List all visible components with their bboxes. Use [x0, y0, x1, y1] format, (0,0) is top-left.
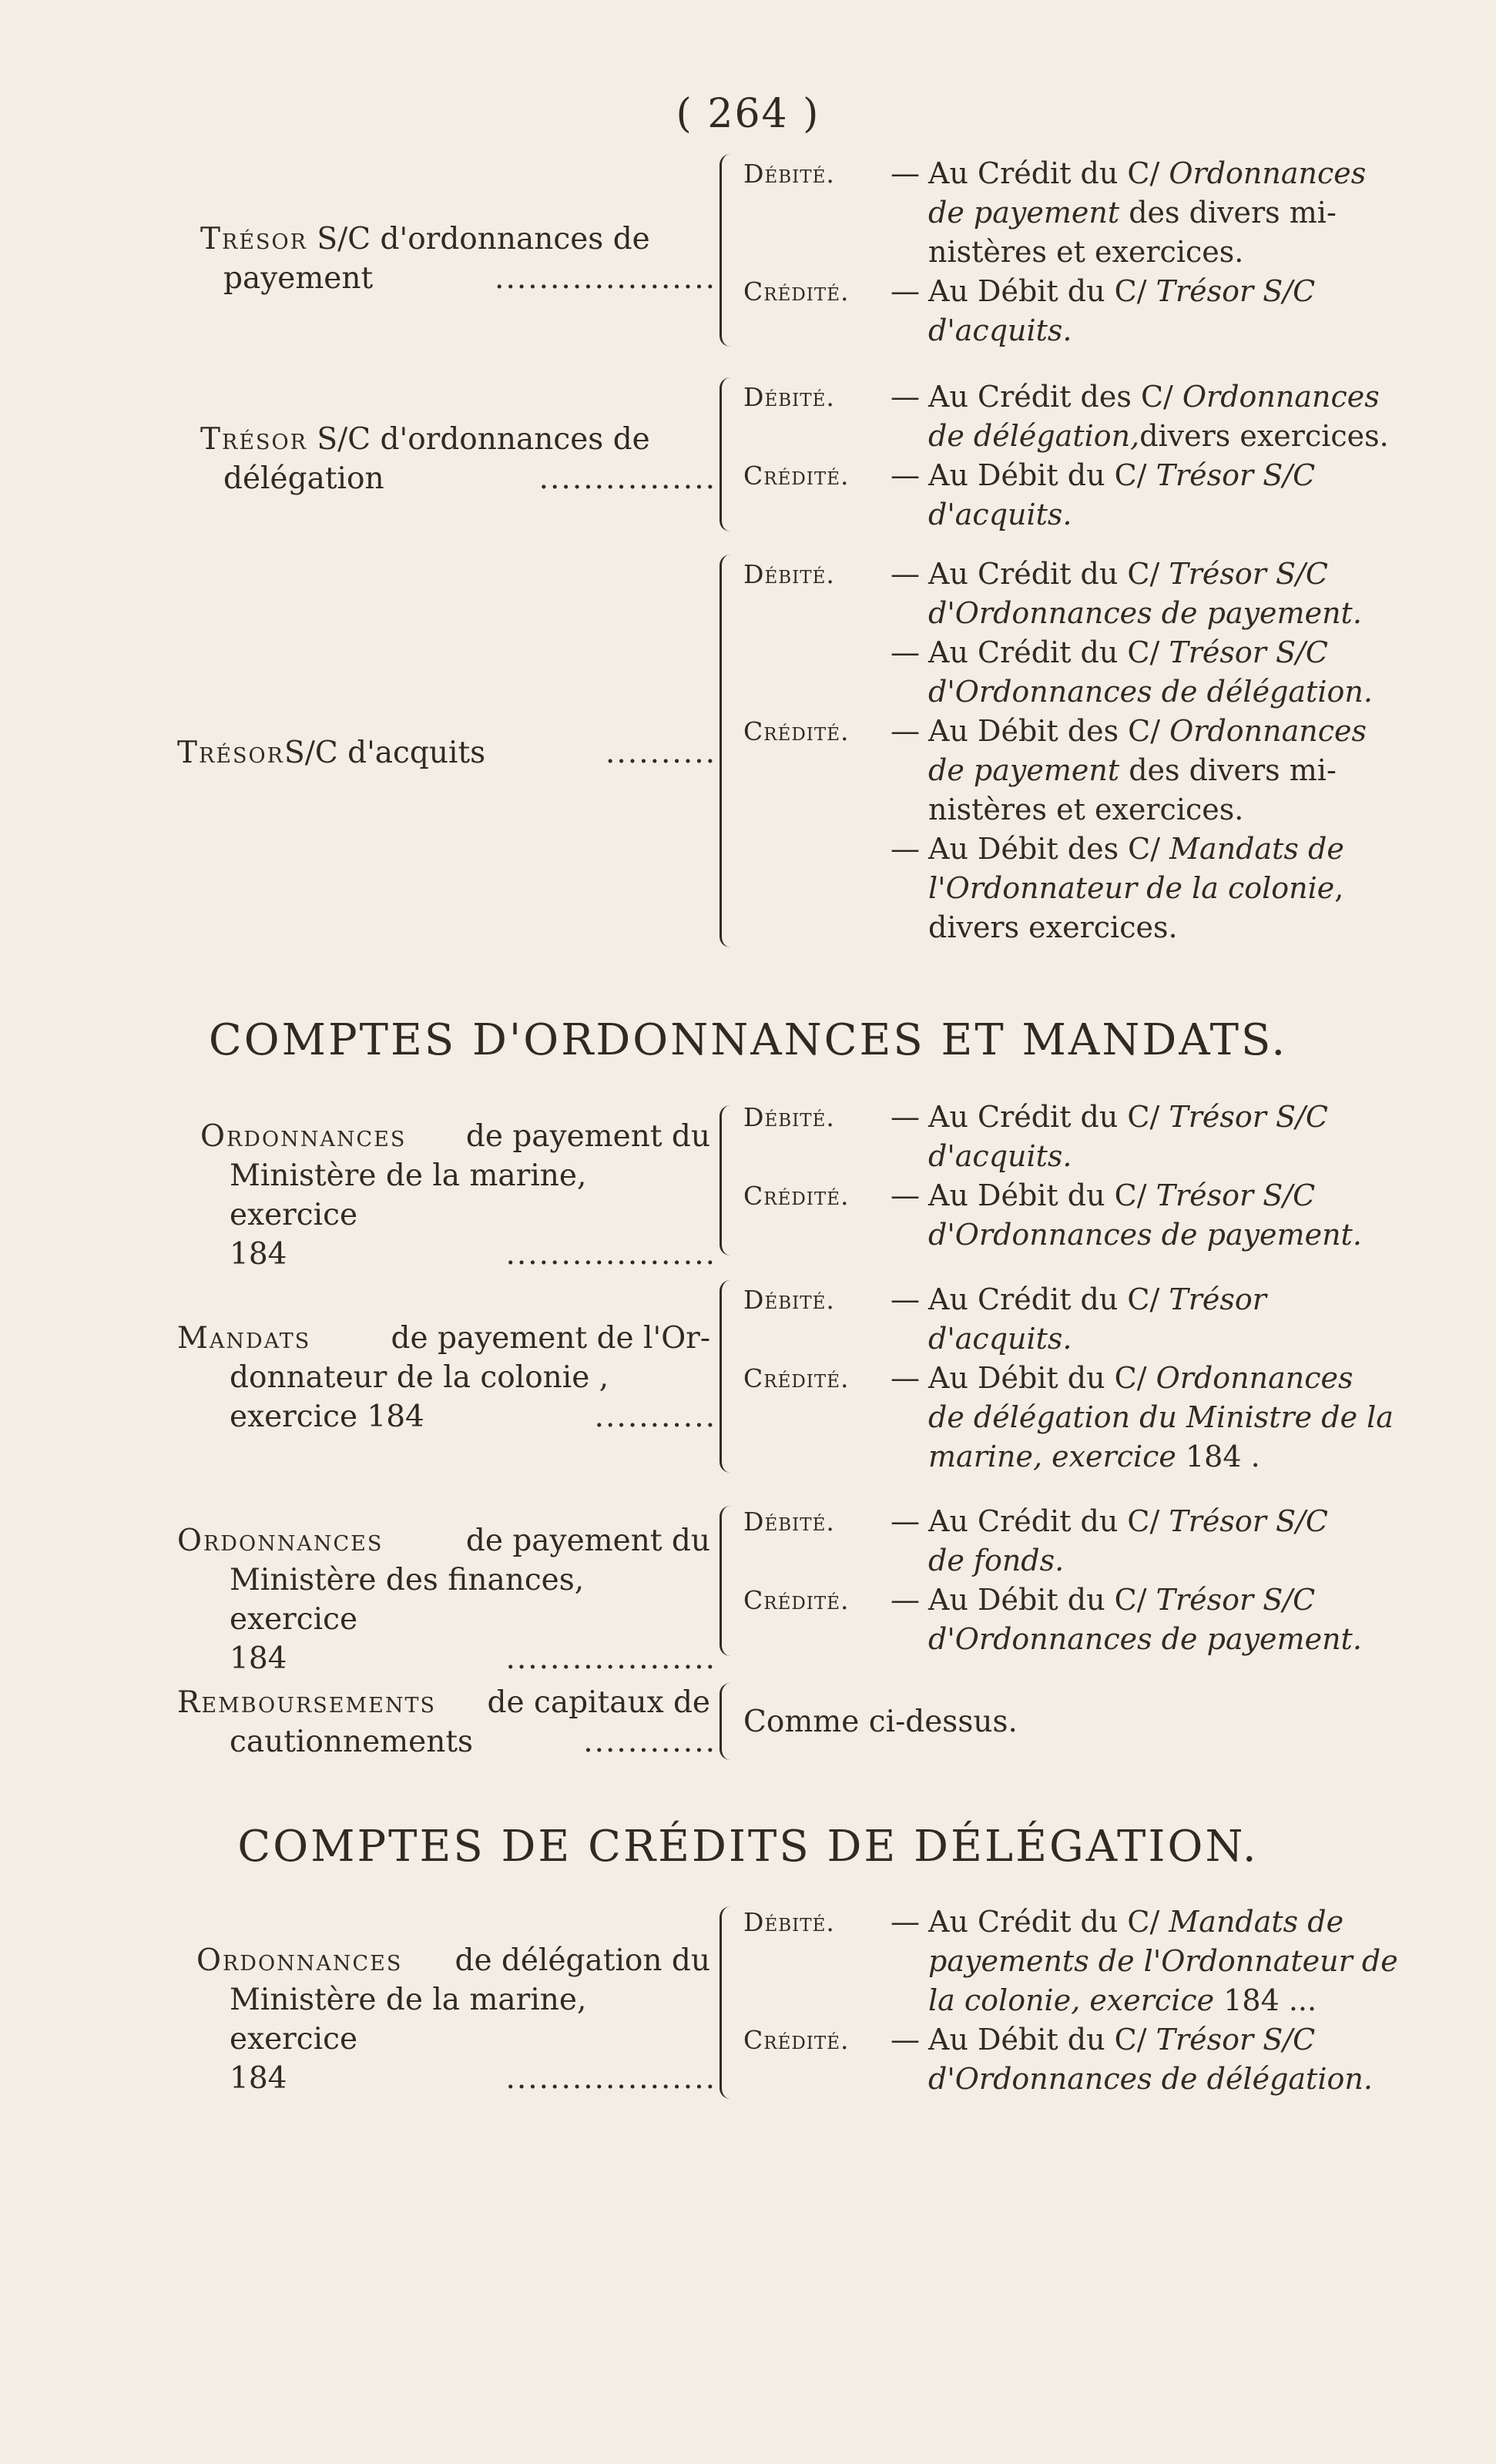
dash: — [891, 2023, 920, 2057]
entry-accounts [743, 377, 1429, 535]
debit-account: d'Ordonnances de payement. [928, 596, 1362, 630]
debite-label: Débité. [743, 1102, 835, 1132]
debite-label: Débité. [743, 382, 835, 412]
credit-account: d'Ordonnances de payement. [928, 1218, 1362, 1252]
dash: — [891, 1583, 920, 1617]
credit-text: Au Débit du C/ [928, 1361, 1156, 1395]
entry-label [177, 1941, 716, 2098]
credit-account: d'acquits. [928, 498, 1072, 531]
entry-label-head: Trésor [177, 736, 285, 770]
dash: — [891, 1361, 920, 1395]
credite-label: Crédité. [743, 277, 850, 307]
brace [719, 1105, 740, 1255]
credit-account: Trésor S/C [1156, 458, 1316, 492]
entry-label-head: Remboursements [177, 1685, 436, 1720]
debit-account: Ordonnances [1169, 156, 1367, 190]
debit-account: de fonds. [928, 1544, 1065, 1577]
section-title-ordonnances-mandats: COMPTES D'ORDONNANCES ET MANDATS. [208, 1015, 1288, 1065]
credit-text: Au Débit du C/ [928, 458, 1156, 492]
entry-label-text: de payement de l'Or- [391, 1321, 710, 1356]
brace [719, 1506, 740, 1656]
debit-account: la colonie, exercice [928, 1983, 1215, 2017]
credit-text: , [1334, 871, 1344, 905]
leader-dots: ................... [505, 1641, 716, 1676]
entry-label-text: de capitaux de [487, 1685, 710, 1720]
debit-text: Au Crédit du C/ [928, 1504, 1169, 1538]
credite-label: Crédité. [743, 1181, 850, 1211]
dash: — [891, 156, 920, 190]
debit-text: Au Crédit des C/ [928, 380, 1182, 414]
debit-text: Au Crédit du C/ [928, 635, 1169, 669]
leader-dots: .................... [495, 261, 716, 296]
entry-label [177, 220, 716, 298]
credit-account: Ordonnances [1156, 1361, 1353, 1395]
debit-text: divers exercices. [1139, 419, 1389, 453]
entry-label [177, 1319, 716, 1436]
brace [719, 555, 740, 947]
leader-dots: ................... [505, 1237, 716, 1272]
dash: — [891, 1178, 920, 1212]
credit-account: Trésor S/C [1156, 2023, 1316, 2057]
debit-text: Au Crédit du C/ [928, 1282, 1169, 1316]
entry-label-head: Trésor [200, 422, 308, 457]
credit-text: Au Débit du C/ [928, 274, 1156, 308]
debit-account: Trésor S/C [1169, 1504, 1328, 1538]
brace [719, 154, 740, 347]
entry-label-text: S/C d'ordonnances de [307, 222, 650, 256]
credit-account: Ordonnances [1169, 714, 1367, 748]
entry-label-head: Ordonnances [200, 1119, 407, 1154]
leader-dots: ................... [505, 2061, 716, 2096]
credit-account: marine, exercice [928, 1440, 1176, 1473]
debit-account: Trésor S/C [1169, 557, 1328, 591]
entry-remboursements-cautionnements [177, 1683, 1425, 1768]
debit-text: Au Crédit du C/ [928, 557, 1169, 591]
debite-label: Débité. [743, 1285, 835, 1315]
entry-accounts [743, 1902, 1429, 2099]
credit-text: Au Débit du C/ [928, 2023, 1156, 2057]
debit-text: des divers mi- [1119, 196, 1337, 230]
credit-account: Trésor S/C [1156, 1583, 1316, 1617]
credit-account: de délégation du Ministre de la [928, 1400, 1394, 1434]
debite-label: Débité. [743, 1907, 835, 1937]
leader-dots: ........... [594, 1400, 716, 1434]
debit-text: Au Crédit du C/ [928, 156, 1169, 190]
entry-label-line: Ministère de la marine, exercice [230, 1158, 587, 1232]
credit-account: d'acquits. [928, 313, 1072, 347]
entry-label-line: Ministère des finances, exercice [230, 1563, 585, 1637]
dash: — [891, 1905, 920, 1939]
dash: — [891, 557, 920, 591]
leader-dots: ............ [583, 1725, 716, 1759]
entry-label-line: Ministère de la marine, exercice [230, 1983, 587, 2057]
credite-label: Crédité. [743, 1363, 850, 1393]
debit-account: Trésor S/C [1169, 635, 1328, 669]
dash: — [891, 458, 920, 492]
entry-label-head: Ordonnances [196, 1943, 403, 1978]
credit-text: des divers mi- [1119, 753, 1337, 787]
entry-label-line: 184 [230, 1641, 287, 1676]
credit-account: l'Ordonnateur de la colonie [928, 871, 1335, 905]
credite-label: Crédité. [743, 716, 850, 746]
entry-accounts [743, 1098, 1429, 1255]
entry-label [177, 420, 716, 498]
debit-account: de délégation, [928, 419, 1140, 453]
debit-account: de payement [928, 196, 1120, 230]
debit-account: Mandats de [1169, 1905, 1344, 1939]
entry-tresor-ordonnances-payement [177, 154, 1425, 354]
entry-label-text: de payement du [465, 1119, 710, 1154]
entry-ordonnances-payement-marine [177, 1098, 1425, 1272]
brace [719, 1683, 740, 1760]
credit-account: Mandats de [1169, 832, 1344, 866]
credit-text: Au Débit du C/ [928, 1583, 1156, 1617]
entry-label-head: Mandats [177, 1321, 311, 1356]
leader-dots: .......... [605, 736, 716, 770]
entry-accounts [743, 555, 1429, 947]
debite-label: Débité. [743, 559, 835, 589]
credit-text: nistères et exercices. [928, 793, 1244, 826]
credite-label: Crédité. [743, 2025, 850, 2055]
entry-label-text: S/C d'acquits [284, 736, 486, 770]
dash: — [891, 380, 920, 414]
credit-account: Trésor S/C [1156, 1178, 1316, 1212]
dash: — [891, 274, 920, 308]
entry-label-text: S/C d'ordonnances de [307, 422, 650, 457]
entry-label [177, 1521, 716, 1678]
dash: — [891, 832, 920, 866]
debit-text: Au Crédit du C/ [928, 1905, 1169, 1939]
entry-tresor-ordonnances-delegation [177, 377, 1425, 539]
debit-account: Trésor S/C [1169, 1100, 1328, 1134]
debit-account: d'Ordonnances de délégation. [928, 675, 1373, 709]
entry-label-line: donnateur de la colonie , [230, 1360, 609, 1395]
entry-accounts [743, 154, 1429, 350]
entry-ordonnances-payement-finances [177, 1502, 1425, 1676]
dash: — [891, 1504, 920, 1538]
entry-tresor-acquits [177, 555, 1425, 955]
entry-label-text: de délégation du [455, 1943, 710, 1978]
debit-text: Au Crédit du C/ [928, 1100, 1169, 1134]
entry-label-line: cautionnements [230, 1725, 474, 1759]
entry-label-line: 184 [230, 1237, 287, 1272]
credit-account: d'Ordonnances de délégation. [928, 2062, 1373, 2096]
credit-text: Au Débit des C/ [928, 714, 1170, 748]
credit-text: divers exercices. [928, 910, 1178, 944]
page-number: ( 264 ) [676, 91, 820, 137]
dash: — [891, 1100, 920, 1134]
entry-label [177, 1117, 716, 1274]
credit-text: 184 . [1176, 1440, 1260, 1473]
entry-label-line: délégation [223, 461, 384, 496]
entry-label [177, 1683, 716, 1762]
entry-label-head: Ordonnances [177, 1524, 384, 1558]
brace [719, 377, 740, 531]
dash: — [891, 1282, 920, 1316]
debit-text: 184 ... [1214, 1983, 1317, 2017]
credite-label: Crédité. [743, 1585, 850, 1615]
comme-ci-dessus: Comme ci-dessus. [743, 1705, 1018, 1739]
debit-account: d'acquits. [928, 1139, 1072, 1173]
debite-label: Débité. [743, 159, 835, 189]
entry-ordonnances-delegation-marine [177, 1902, 1425, 2103]
entry-label-line: payement [223, 261, 374, 296]
brace [719, 1280, 740, 1473]
brace [719, 1906, 740, 2099]
credite-label: Crédité. [743, 461, 850, 491]
entry-label-head: Trésor [200, 222, 308, 256]
entry-accounts [743, 1280, 1429, 1477]
dash: — [891, 714, 920, 748]
section-title-credits-delegation: COMPTES DE CRÉDITS DE DÉLÉGATION. [237, 1822, 1259, 1872]
credit-account: Trésor S/C [1156, 274, 1316, 308]
dash: — [891, 635, 920, 669]
entry-label-text: de payement du [465, 1524, 710, 1558]
entry-label-line: exercice 184 [230, 1400, 424, 1434]
entry-accounts [743, 1502, 1429, 1659]
credit-text: Au Débit des C/ [928, 832, 1170, 866]
entry-mandats-payement-colonie [177, 1280, 1425, 1480]
debite-label: Débité. [743, 1507, 835, 1537]
entry-label [177, 733, 716, 773]
credit-account: d'Ordonnances de payement. [928, 1622, 1362, 1656]
credit-account: de payement [928, 753, 1120, 787]
leader-dots: ................ [538, 461, 716, 496]
debit-account: Trésor [1169, 1282, 1266, 1316]
credit-text: Au Débit du C/ [928, 1178, 1156, 1212]
entry-label-line: 184 [230, 2061, 287, 2096]
debit-account: payements de l'Ordonnateur de [928, 1944, 1398, 1978]
debit-account: d'acquits. [928, 1322, 1072, 1356]
debit-text: nistères et exercices. [928, 235, 1244, 269]
debit-account: Ordonnances [1182, 380, 1380, 414]
